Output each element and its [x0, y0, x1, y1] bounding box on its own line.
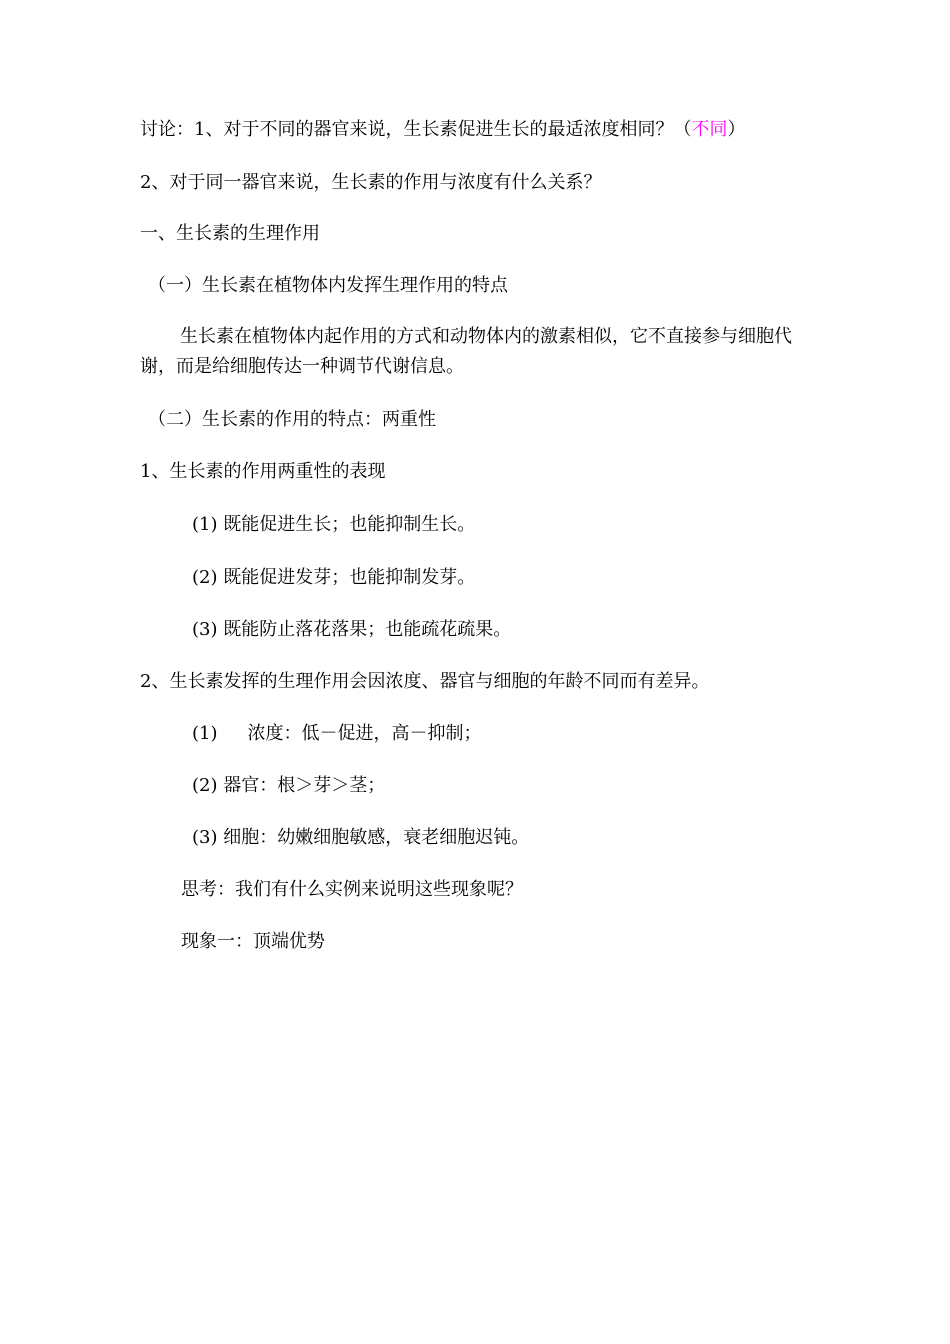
point-1-heading: 1、生长素的作用两重性的表现: [140, 461, 386, 482]
point-1-item: (3) 既能防止落花落果；也能疏花疏果。: [192, 619, 512, 640]
discussion-question-1: [140, 118, 745, 142]
point-2-heading: 2、生长素发挥的生理作用会因浓度、器官与细胞的年龄不同而有差异。: [140, 671, 710, 692]
subsection-1-paragraph-text: 生长素在植物体内起作用的方式和动物体内的激素相似，它不直接参与细胞代谢，而是给细胞传达一种调节代谢信息。: [140, 326, 792, 377]
think-prompt: 思考：我们有什么实例来说明这些现象呢？: [181, 879, 523, 900]
discussion-question-1-text: 讨论：1、对于不同的器官来说，生长素促进生长的最适浓度相同？（: [140, 119, 692, 140]
point-2-item-text: 浓度：低－促进，高－抑制；: [247, 723, 482, 744]
subsection-1-paragraph: [140, 322, 800, 382]
section-heading-1: 一、生长素的生理作用: [140, 223, 320, 244]
point-1-item: (2) 既能促进发芽；也能抑制发芽。: [192, 567, 476, 588]
point-2-item: (3) 细胞：幼嫩细胞敏感，衰老细胞迟钝。: [192, 827, 530, 848]
point-2-item: (2) 器官：根＞芽＞茎；: [192, 775, 386, 796]
phenomenon-heading: 现象一：顶端优势: [181, 931, 325, 952]
subsection-heading-2: （二）生长素的作用的特点：两重性: [148, 409, 436, 430]
discussion-question-2: 2、对于同一器官来说，生长素的作用与浓度有什么关系？: [140, 172, 602, 193]
point-2-item: [192, 722, 482, 746]
point-1-item: (1) 既能促进生长；也能抑制生长。: [192, 514, 476, 535]
point-2-item-number: (1): [192, 723, 218, 744]
subsection-heading-1: （一）生长素在植物体内发挥生理作用的特点: [148, 275, 508, 296]
discussion-answer: 不同: [691, 119, 728, 140]
discussion-question-1-close: ）: [727, 119, 746, 140]
